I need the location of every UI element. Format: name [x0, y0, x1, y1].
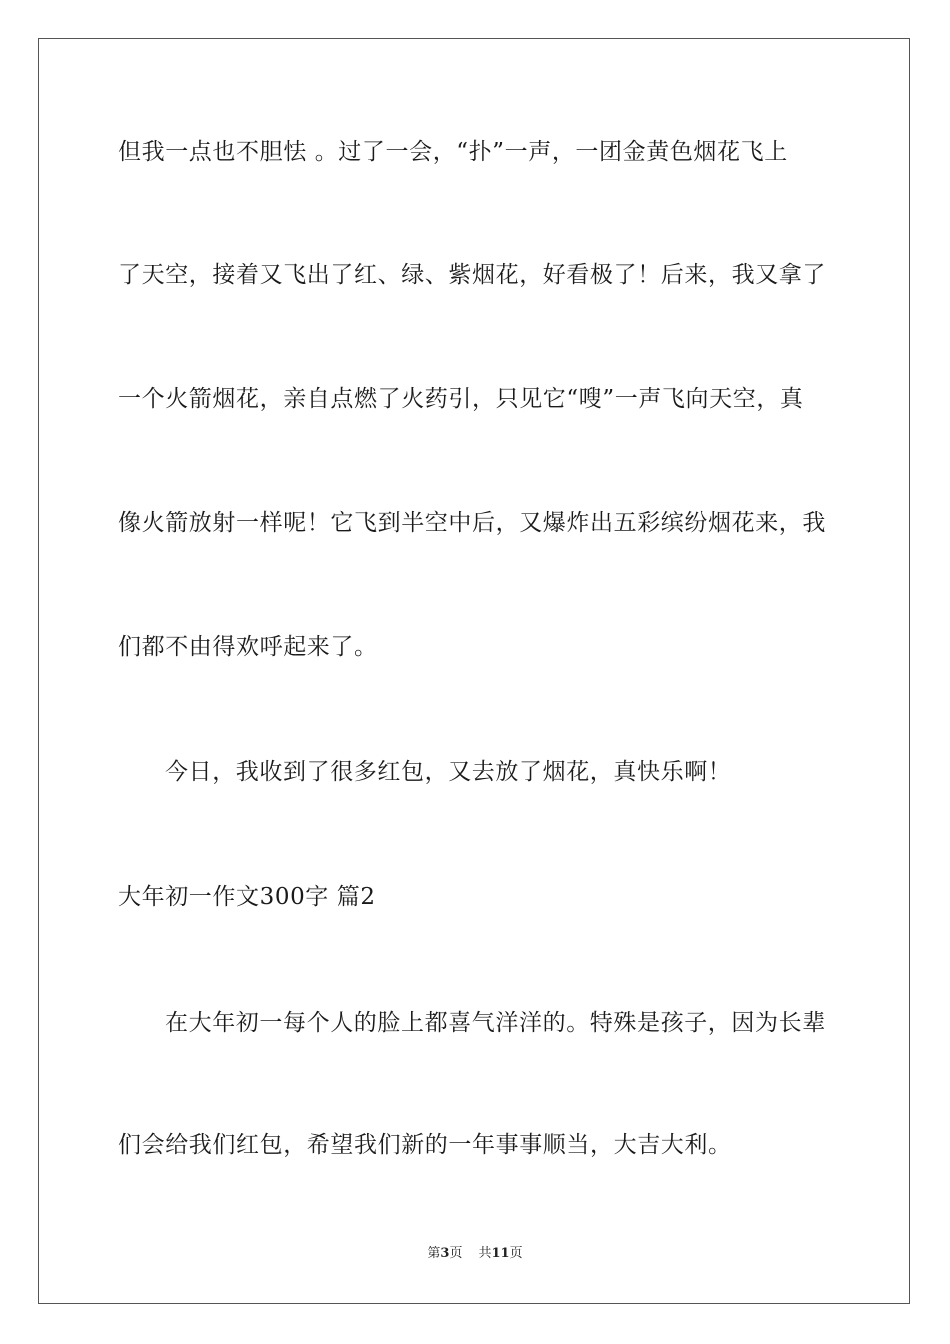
paragraph-line-6: 今日，我收到了很多红包，又去放了烟花，真快乐啊！ [165, 759, 732, 785]
paragraph-line-5: 们都不由得欢呼起来了。 [118, 634, 378, 660]
paragraph-line-7: 在大年初一每个人的脸上都喜气洋洋的。特殊是孩子，因为长辈 [165, 1010, 826, 1036]
current-page-number: 3 [440, 1246, 450, 1261]
section-heading: 大年初一作文300字 篇2 [118, 884, 376, 910]
total-pages-number: 11 [491, 1246, 510, 1261]
footer-total-prefix: 共 [478, 1246, 492, 1261]
page-frame [38, 38, 910, 1304]
footer-prefix: 第 [427, 1246, 441, 1261]
footer-total-unit: 页 [509, 1246, 523, 1261]
paragraph-line-8: 们会给我们红包，希望我们新的一年事事顺当，大吉大利。 [118, 1132, 732, 1158]
paragraph-line-3: 一个火箭烟花，亲自点燃了火药引，只见它“嗖”一声飞向天空，真 [118, 386, 804, 412]
footer-page-unit: 页 [449, 1246, 463, 1261]
paragraph-line-2: 了天空，接着又飞出了红、绿、紫烟花，好看极了！后来，我又拿了 [118, 262, 826, 288]
paragraph-line-4: 像火箭放射一样呢！它飞到半空中后，又爆炸出五彩缤纷烟花来，我 [118, 510, 826, 536]
page-footer [0, 1245, 950, 1263]
paragraph-line-1: 但我一点也不胆怯 。过了一会，“扑”一声，一团金黄色烟花飞上 [118, 139, 788, 165]
